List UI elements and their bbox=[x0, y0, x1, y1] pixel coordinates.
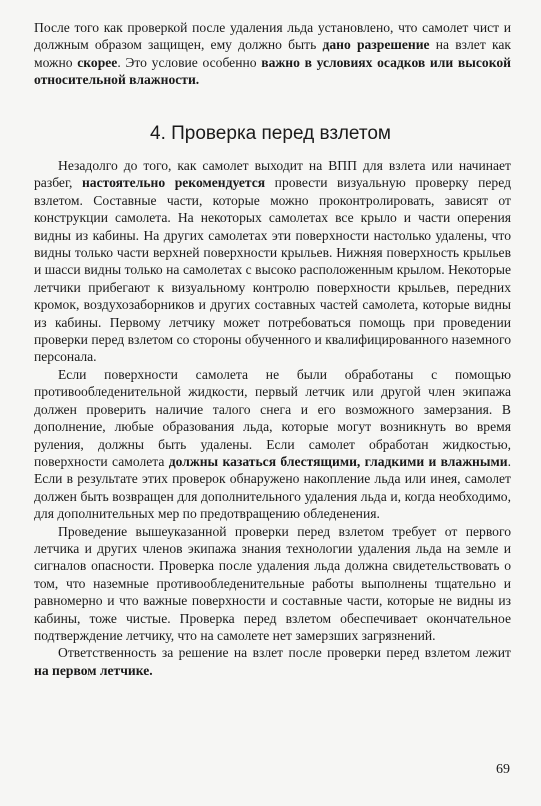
intro-bold-3: важно в условиях осадков или высокой относительной влажности. bbox=[34, 54, 511, 88]
p2-text-1: Если поверхности самолета не были обработаны с помощью противообледенительной жидкости, первый летчик или другой член экипажа должен проверить наличие талого снега и его возможного замерзания. В дополнение, любые образования льда, которые могут возникнуть во время руления, должны быть удалены. Если самолет обработан жидкостью, поверхности самолета bbox=[34, 366, 511, 469]
intro-text-1: После того как проверкой после удаления льда установлено, что самолет чист и должным образом защищен, ему должно быть bbox=[34, 20, 511, 53]
intro-text-3: . Это условие особенно bbox=[117, 54, 262, 70]
paragraph-1 bbox=[34, 157, 511, 366]
paragraph-2 bbox=[34, 366, 511, 523]
p1-text-2: провести визуальную проверку перед взлетом. Составные части, которые можно проконтролировать, зависят от конструкции самолета. На некоторых самолетах все крыло и части оперения видны из кабины. На других самолетах эти поверхности настолько удалены, что видны только части верхней поверхности крыльев. Нижняя поверхность крыльев и шасси видны только на самолетах с высоко расположенным крылом. Некоторые летчики прибегают к визуальному контролю поверхности крыльев, передних кромок, воздухозаборников и других составных частей самолета, которые видны из кабины. Первому летчику может потребоваться помощь при проведении проверки перед взлетом со стороны обученного и квалифицированного наземного персонала. bbox=[34, 175, 511, 365]
intro-bold-1: дано разрешение bbox=[322, 37, 430, 53]
paragraph-3 bbox=[34, 523, 511, 645]
p2-text-2: . Если в результате этих проверок обнаружено накопление льда или инея, самолет должен быть возвращен для дополнительного удаления льда и, когда необходимо, для дополнительных мер по предотвращению обледенения. bbox=[34, 453, 512, 522]
intro-paragraph bbox=[34, 19, 511, 89]
paragraph-4 bbox=[34, 644, 511, 679]
p2-bold-1: должны казаться блестящими, гладкими и влажными bbox=[168, 453, 508, 469]
section-body bbox=[34, 157, 511, 679]
intro-bold-2: скорее bbox=[77, 54, 118, 70]
p4-bold-1: на первом летчике. bbox=[34, 662, 153, 678]
p1-text-1: Незадолго до того, как самолет выходит на ВПП для взлета или начинает разбег, bbox=[34, 158, 511, 191]
p1-bold-1: настоятельно рекомендуется bbox=[81, 175, 266, 191]
page-number: 69 bbox=[496, 762, 510, 777]
section-title: 4. Проверка перед взлетом bbox=[150, 123, 391, 144]
intro-text-2: на взлет как можно bbox=[34, 37, 511, 70]
p3-text-1: Проведение вышеуказанной проверки перед взлетом требует от первого летчика и других членов экипажа знания технологии удаления льда на земле и сигналов опасности. Проверка после удаления льда должна свидетельствовать о том, что наземные противообледенительные работы выполнены тщательно и равномерно и что важные поверхности и составные части, которые не видны из кабины, тоже чистые. Проверка перед взлетом обеспечивает окончательное подтверждение летчику, что на самолете нет замерзших загрязнений. bbox=[34, 523, 511, 643]
p4-text-1: Ответственность за решение на взлет после проверки перед взлетом лежит bbox=[58, 645, 511, 661]
